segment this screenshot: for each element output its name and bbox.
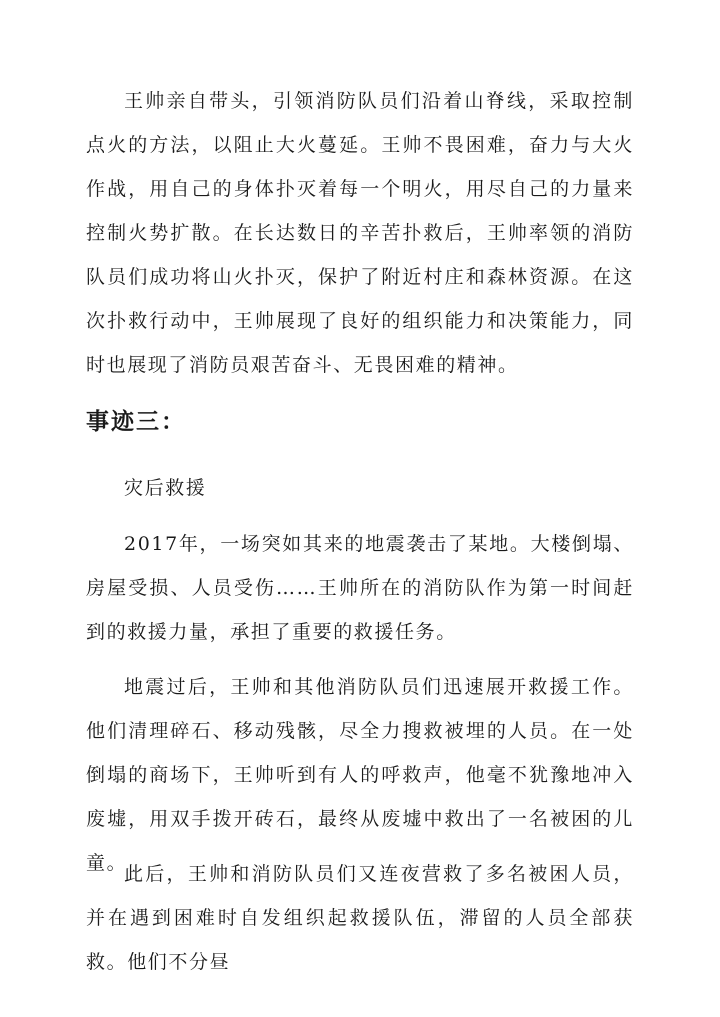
paragraph-earthquake: 2017年，一场突如其来的地震袭击了某地。大楼倒塌、房屋受损、人员受伤……王帅所在的消防队作为第一时间赶到的救援力量，承担了重要的救援任务。 bbox=[86, 533, 634, 643]
paragraph-rescue-work: 地震过后，王帅和其他消防队员们迅速展开救援工作。他们清理碎石、移动残骸，尽全力搜救被埋的人员。在一处倒塌的商场下，王帅听到有人的呼救声，他毫不犹豫地冲入废墟，用双手拨开砖石，最终从废墟中救出了一名被困的儿童。 bbox=[86, 676, 634, 874]
paragraph-night-rescue: 此后，王帅和消防队员们又连夜营救了多名被困人员，并在遇到困难时自发组织起救援队伍，滞留的人员全部获救。他们不分昼 bbox=[86, 863, 634, 973]
paragraph-fire-fighting: 王帅亲自带头，引领消防队员们沿着山脊线，采取控制点火的方法，以阻止大火蔓延。王帅不畏困难，奋力与大火作战，用自己的身体扑灭着每一个明火，用尽自己的力量来控制火势扩散。在长达数日的辛苦扑救后，王帅率领的消防队员们成功将山火扑灭，保护了附近村庄和森林资源。在这次扑救行动中，王帅展现了良好的组织能力和决策能力，同时也展现了消防员艰苦奋斗、无畏困难的精神。 bbox=[86, 90, 634, 376]
section-heading: 事迹三： bbox=[86, 408, 186, 435]
subheading: 灾后救援 bbox=[124, 477, 207, 499]
